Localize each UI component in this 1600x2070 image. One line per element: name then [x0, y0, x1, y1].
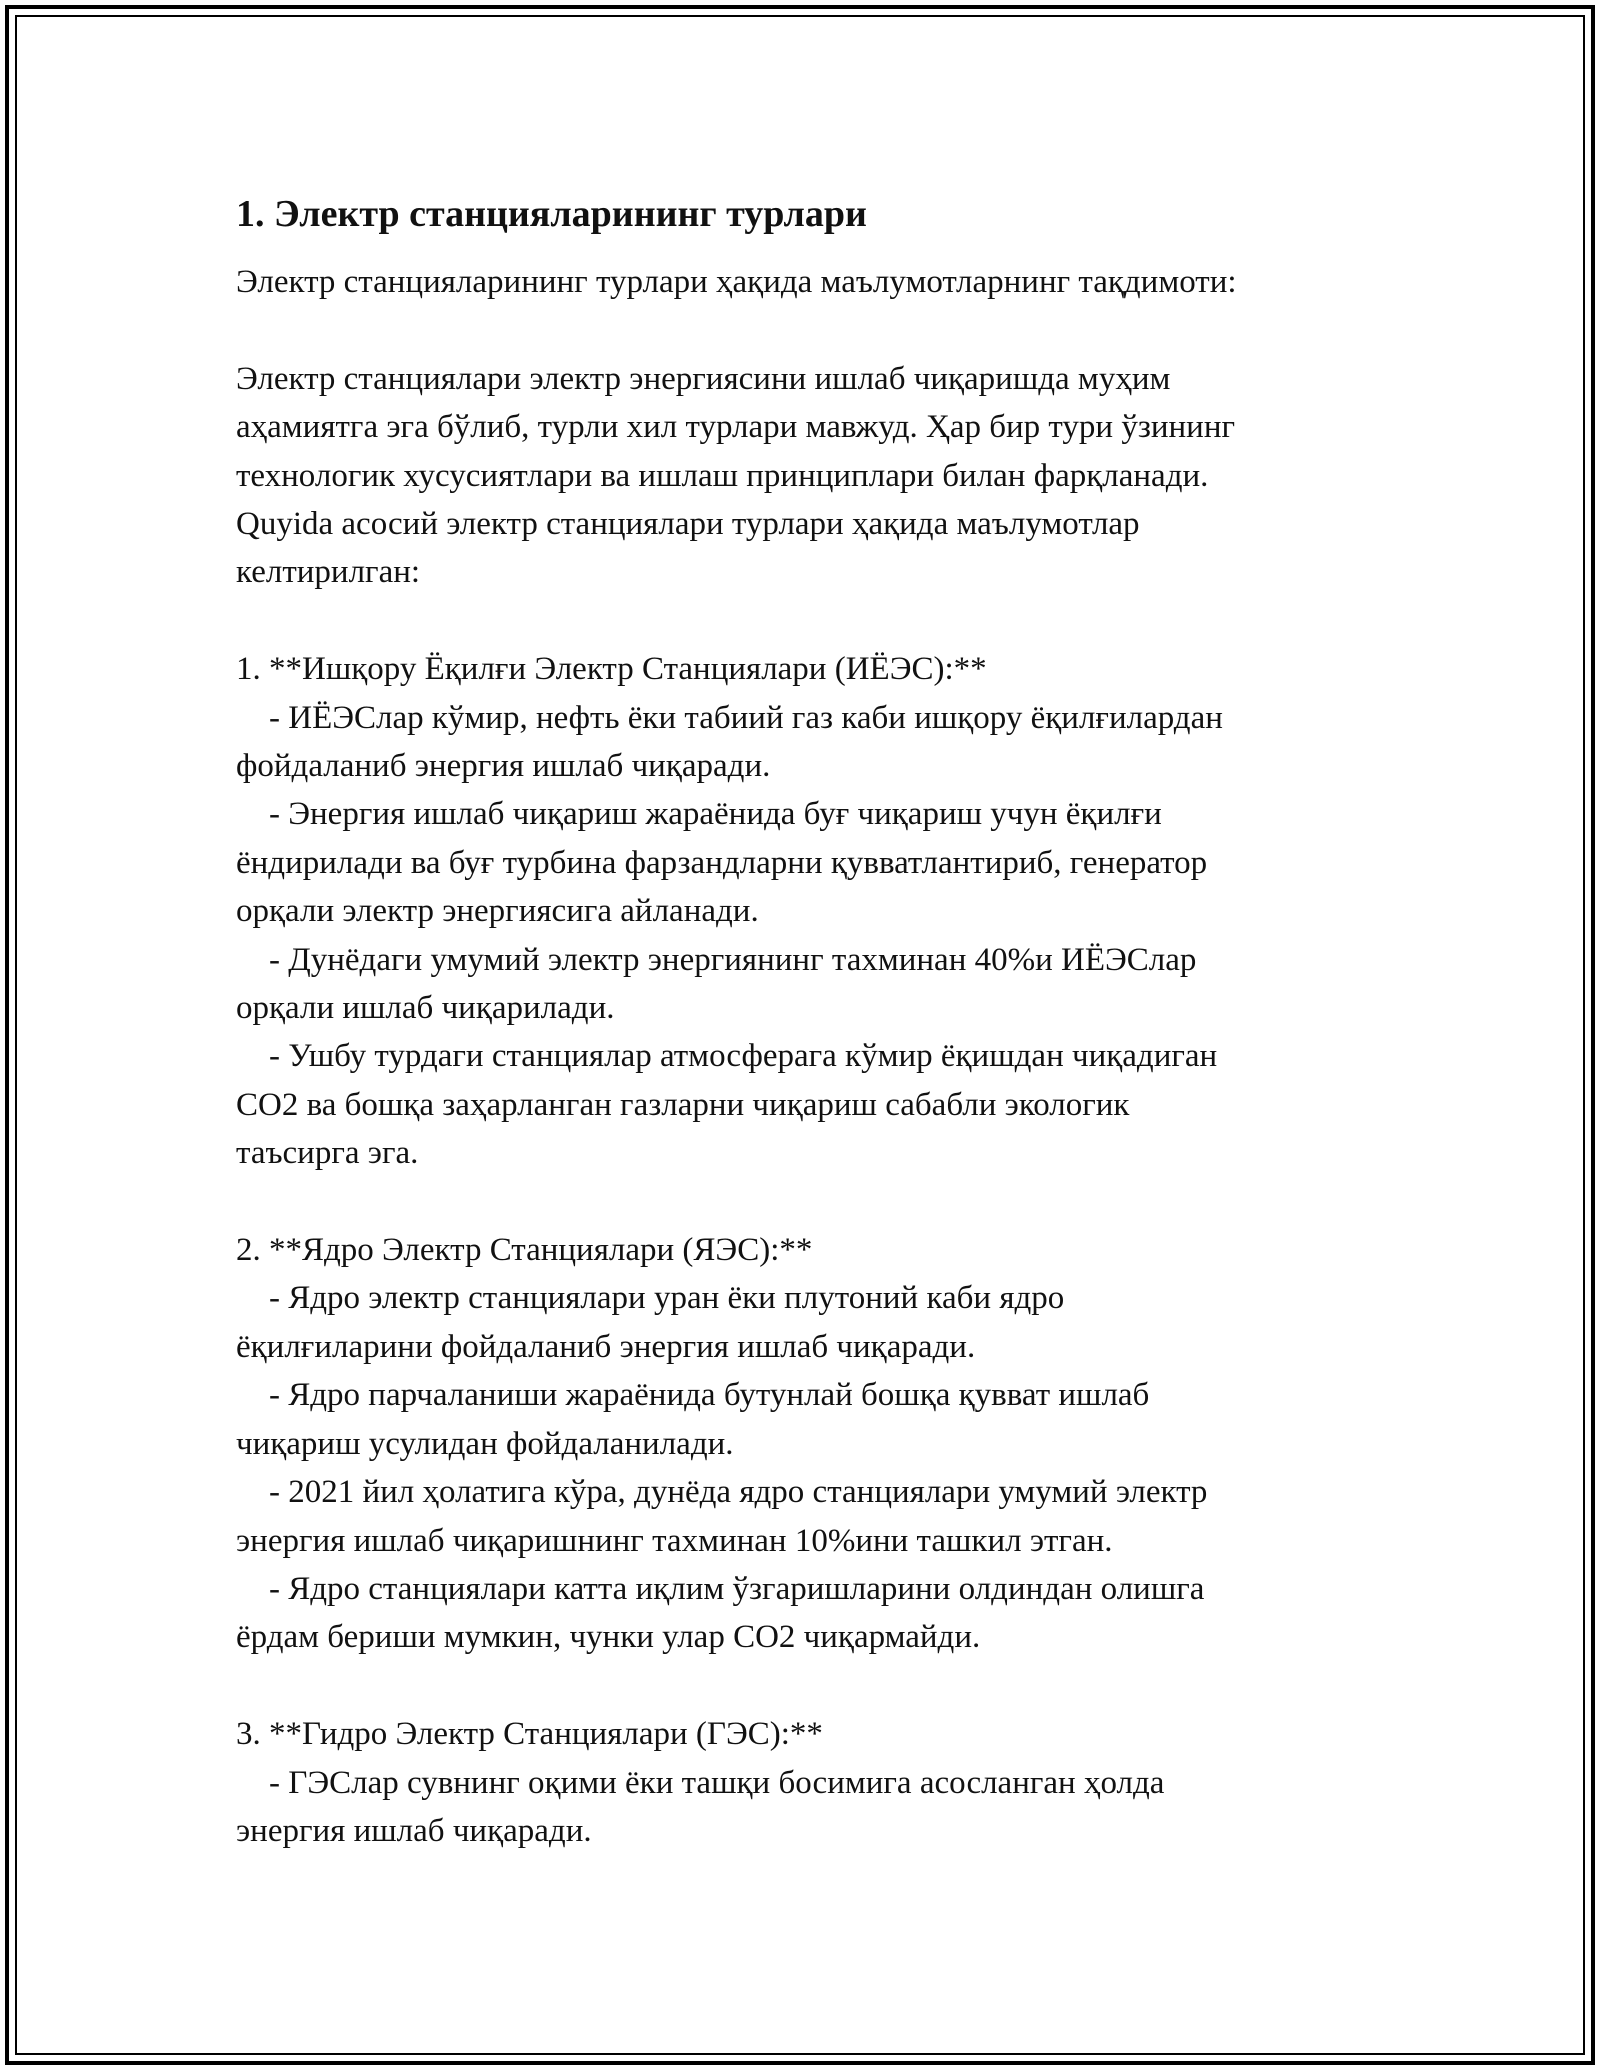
- blank-line: [236, 306, 1436, 354]
- text-line: - ИЁЭСлар кўмир, нефть ёки табиий газ каби ишқору ёқилғилардан: [236, 699, 1223, 736]
- blank-line: [236, 1178, 1436, 1226]
- text-line: технологик хусусиятлари ва ишлаш принциплари билан фарқланади.: [236, 457, 1209, 494]
- document-body: [236, 188, 1436, 1855]
- text-line: - ГЭСлар сувнинг оқими ёки ташқи босимига асосланган ҳолда: [236, 1764, 1165, 1801]
- text-line: - Ядро электр станциялари уран ёки плутоний каби ядро: [236, 1280, 1065, 1317]
- text-line: орқали ишлаб чиқарилади.: [236, 990, 615, 1027]
- text-line: Электр станциялари электр энергиясини ишлаб чиқаришда муҳим: [236, 360, 1171, 397]
- text-line: - Ядро станциялари катта иқлим ўзгаришларини олдиндан олишга: [236, 1570, 1205, 1607]
- text-line: - Энергия ишлаб чиқариш жараёнида буғ чиқариш учун ёқилғи: [236, 796, 1162, 833]
- text-line: - 2021 йил ҳолатига кўра, дунёда ядро станциялари умумий электр: [236, 1474, 1208, 1511]
- text-line: энергия ишлаб чиқаришнинг тахминан 10%ини ташкил этган.: [236, 1522, 1113, 1559]
- text-line: 2. **Ядро Электр Станциялари (ЯЭС):**: [236, 1232, 813, 1269]
- text-line: - Дунёдаги умумий электр энергиянинг тахминан 40%и ИЁЭСлар: [236, 941, 1197, 978]
- blank-line: [236, 597, 1436, 645]
- text-line: Электр станцияларининг турлари ҳақида маълумотларнинг тақдимоти:: [236, 264, 1237, 300]
- text-line: фойдаланиб энергия ишлаб чиқаради.: [236, 748, 771, 785]
- text-line: таъсирга эга.: [236, 1135, 419, 1172]
- blank-line: [236, 1662, 1436, 1710]
- text-line: ёрдам бериши мумкин, чунки улар CO2 чиқармайди.: [236, 1619, 981, 1656]
- text-line: энергия ишлаб чиқаради.: [236, 1812, 592, 1849]
- text-line: 3. **Гидро Электр Станциялари (ГЭС):**: [236, 1716, 823, 1753]
- text-line: - Ушбу турдаги станциялар атмосферага кўмир ёқишдан чиқадиган: [236, 1038, 1218, 1075]
- text-line: Quyida асосий электр станциялари турлари ҳақида маълумотлар: [236, 506, 1140, 543]
- text-line: ёндирилади ва буғ турбина фарзандларни қувватлантириб, генератор: [236, 844, 1208, 881]
- text-line: чиқариш усулидан фойдаланилади.: [236, 1425, 734, 1462]
- text-line: орқали электр энергиясига айланади.: [236, 893, 759, 930]
- document-text: [236, 258, 1436, 1855]
- text-line: келтирилган:: [236, 554, 421, 591]
- text-line: 1. **Ишқору Ёқилғи Электр Станциялари (ИЁЭС):**: [236, 651, 987, 688]
- text-line: CO2 ва бошқа заҳарланган газларни чиқариш сабабли экологик: [236, 1086, 1130, 1123]
- text-line: аҳамиятга эга бўлиб, турли хил турлари мавжуд. Ҳар бир тури ўзининг: [236, 409, 1236, 446]
- text-line: ёқилғиларини фойдаланиб энергия ишлаб чиқаради.: [236, 1328, 976, 1365]
- text-line: - Ядро парчаланиши жараёнида бутунлай бошқа қувват ишлаб: [236, 1377, 1150, 1414]
- document-title: 1. Электр станцияларининг турлари: [236, 193, 867, 235]
